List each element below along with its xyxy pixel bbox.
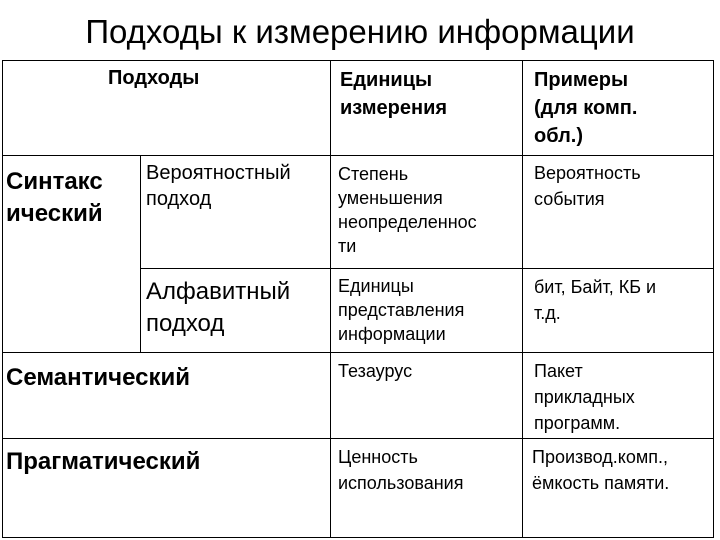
pragmatic-approach: Прагматический bbox=[6, 448, 201, 475]
row-divider-pragmatic bbox=[2, 438, 714, 439]
col-divider-units bbox=[330, 60, 331, 538]
alphabetic-units: Единицы представления информации bbox=[338, 276, 465, 344]
syntactic-label: Синтакс ический bbox=[6, 168, 103, 227]
alphabetic-approach: Алфавитный подход bbox=[146, 278, 291, 337]
row-divider-syntactic-inner bbox=[140, 268, 714, 269]
row-divider-header bbox=[2, 155, 714, 156]
header-units: Единицы измерения bbox=[340, 69, 448, 119]
pragmatic-units: Ценность использования bbox=[338, 447, 464, 493]
probabilistic-approach: Вероятностный подход bbox=[146, 162, 291, 210]
header-approaches: Подходы bbox=[108, 67, 200, 89]
col-divider-examples bbox=[522, 60, 523, 538]
pragmatic-examples: Производ.комп., ёмкость памяти. bbox=[532, 447, 670, 493]
probabilistic-examples: Вероятность события bbox=[534, 163, 641, 209]
alphabetic-examples: бит, Байт, КБ и т.д. bbox=[534, 277, 657, 323]
page-title: Подходы к измерению информации bbox=[85, 13, 635, 50]
header-examples: Примеры (для комп. обл.) bbox=[534, 69, 638, 147]
row-divider-semantic bbox=[2, 352, 714, 353]
probabilistic-units: Степень уменьшения неопределеннос ти bbox=[338, 164, 477, 256]
semantic-units: Тезаурус bbox=[338, 361, 413, 381]
col-divider-method bbox=[140, 155, 141, 352]
semantic-examples: Пакет прикладных программ. bbox=[534, 361, 635, 433]
semantic-approach: Семантический bbox=[6, 364, 190, 391]
